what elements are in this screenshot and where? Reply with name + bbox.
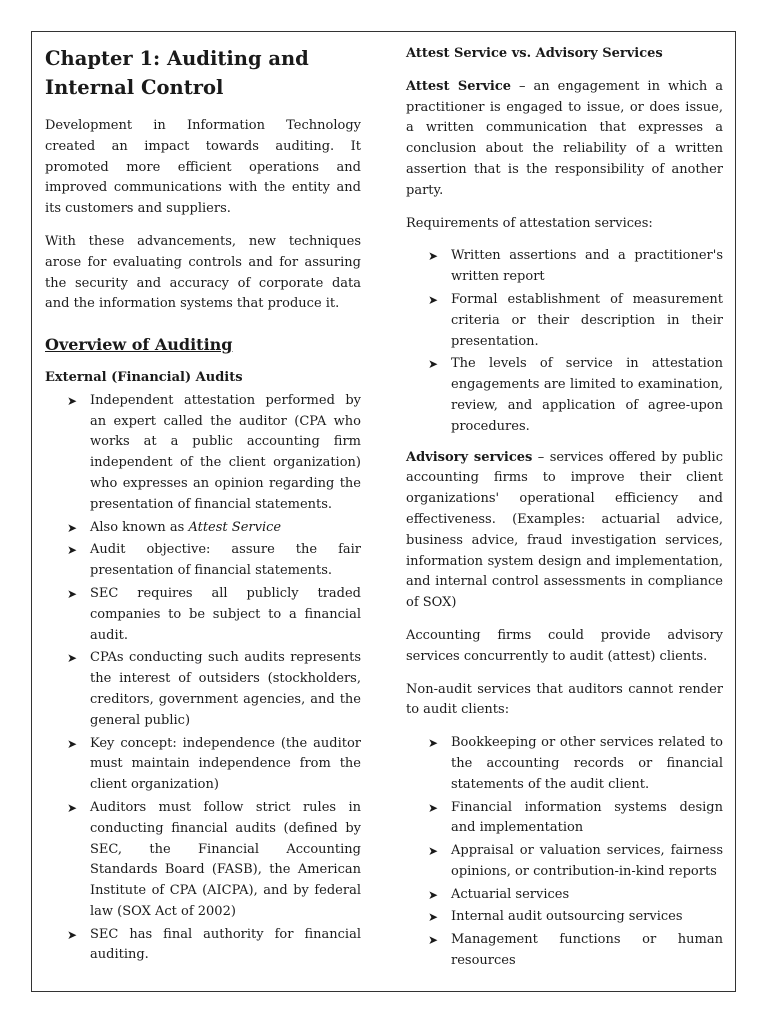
attest-vs-advisory-heading: Attest Service vs. Advisory Services (406, 46, 663, 61)
requirements-list (406, 246, 723, 437)
list-item: ➤ Also known as Attest Service (90, 518, 361, 539)
list-item: ➤ SEC has final authority for financial auditing. (67, 926, 361, 963)
nonaudit-list (406, 733, 723, 972)
arrow-bullet-icon: ➤ (428, 933, 439, 948)
advisory-definition: Advisory services – services offered by public accounting firms to improve their client organizations' operational efficiency and effectiveness. (Examples: actuarial advice, business advice, fraud investigation services, information system design and implementation, and internal control assessments in compliance of SOX) (406, 449, 723, 611)
list-item: ➤ Independent attestation performed by an expert called the auditor (CPA who works at a public accounting firm independent of the client organization) who expresses an opinion regarding the presentation of financial statements. (67, 392, 361, 512)
arrow-bullet-icon: ➤ (67, 586, 78, 601)
list-item: ➤ Appraisal or valuation services, fairness opinions, or contribution-in-kind reports (428, 843, 723, 879)
list-item: ➤ CPAs conducting such audits represents the interest of outsiders (stockholders, creditors, government agencies, and the general public) (67, 650, 361, 728)
list-item: ➤ Written assertions and a practitioner's written report (428, 248, 723, 285)
list-item: ➤ Bookkeeping or other services related to the accounting records or financial statements of the audit client. (428, 735, 723, 792)
list-item: ➤ Financial information systems design and implementation (428, 799, 723, 836)
advancements-paragraph: With these advancements, new techniques arose for evaluating controls and for assuring the security and accuracy of corporate data and the information systems that produce it. (45, 233, 361, 312)
arrow-bullet-icon: ➤ (428, 887, 439, 902)
nonaudit-intro: Non-audit services that auditors cannot render to audit clients: (406, 681, 723, 718)
external-audits-list (45, 391, 361, 967)
chapter-title: Chapter 1: Auditing and Internal Control (45, 47, 309, 99)
list-item: ➤ Internal audit outsourcing services (451, 907, 723, 928)
list-item: ➤ Audit objective: assure the fair presentation of financial statements. (67, 542, 361, 579)
arrow-bullet-icon: ➤ (428, 736, 439, 751)
list-item: ➤ Actuarial services (451, 885, 723, 906)
list-item: ➤ Auditors must follow strict rules in conducting financial audits (defined by SEC, the Financial Accounting Standards Board (FASB), the American Institute of CPA (AICPA), and by federal law (SOX Act of 2002) (67, 799, 361, 919)
arrow-bullet-icon: ➤ (67, 543, 78, 558)
attest-definition: Attest Service – an engagement in which a practitioner is engaged to issue, or does issue, a written communication that expresses a conclusion about the reliability of a written assertion that is the responsibility of another party. (406, 78, 723, 198)
page-frame (31, 31, 736, 992)
arrow-bullet-icon: ➤ (67, 927, 78, 942)
arrow-bullet-icon: ➤ (428, 800, 439, 815)
list-item: ➤ Key concept: independence (the auditor must maintain independence from the client organization) (67, 735, 361, 793)
arrow-bullet-icon: ➤ (428, 249, 439, 264)
arrow-bullet-icon: ➤ (67, 736, 78, 751)
arrow-bullet-icon: ➤ (428, 292, 439, 307)
requirements-intro: Requirements of attestation services: (406, 215, 653, 231)
arrow-bullet-icon: ➤ (428, 844, 439, 859)
arrow-bullet-icon: ➤ (67, 651, 78, 666)
left-column (45, 44, 361, 968)
arrow-bullet-icon: ➤ (428, 357, 439, 372)
overview-heading: Overview of Auditing (45, 335, 233, 355)
arrow-bullet-icon: ➤ (67, 800, 78, 815)
concurrent-paragraph: Accounting firms could provide advisory services concurrently to audit (attest) clients. (406, 627, 723, 664)
arrow-bullet-icon: ➤ (67, 520, 78, 535)
list-item: ➤ Formal establishment of measurement criteria or their description in their presentation. (428, 291, 723, 349)
list-item: ➤ SEC requires all publicly traded companies to be subject to a financial audit. (67, 585, 361, 643)
arrow-bullet-icon: ➤ (67, 393, 78, 408)
intro-paragraph: Development in Information Technology created an impact towards auditing. It promoted more efficient operations and improved communications with the entity and its customers and suppliers. (45, 118, 361, 217)
arrow-bullet-icon: ➤ (428, 910, 439, 925)
list-item: ➤ The levels of service in attestation engagements are limited to examination, review, and application of agree-upon procedures. (428, 356, 723, 434)
list-item: ➤ Management functions or human resources (428, 932, 723, 969)
external-audits-heading: External (Financial) Audits (45, 369, 243, 385)
right-column (406, 44, 723, 982)
